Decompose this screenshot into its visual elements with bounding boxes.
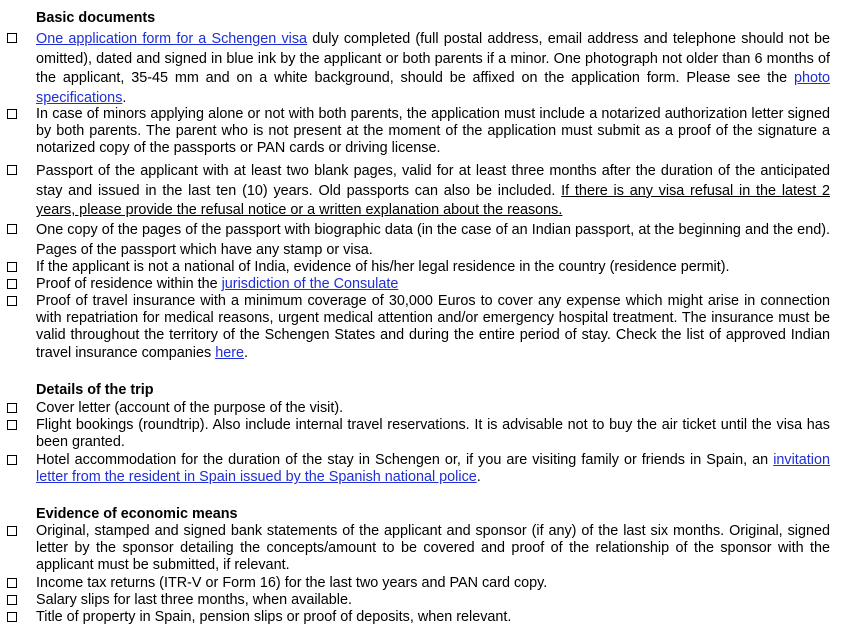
item-text: Income tax returns (ITR-V or Form 16) for the last two years and PAN card copy. xyxy=(36,575,548,591)
item-text: Original, stamped and signed bank statements of the applicant and sponsor (if any) of the last six months. Original, signed letter by the sponsor detailing the concepts/amount to be covered and proof of the relationship of the sponsor with the applicant must be submitted, if relevant. xyxy=(36,523,830,574)
checkbox[interactable] xyxy=(7,224,17,234)
item-text: Proof of travel insurance with a minimum coverage of 30,000 Euros to cover any expense which might arise in connection with repatriation for medical reasons, urgent medical attention and/or emergency hospital treatment. The insurance must be valid throughout the territory of the Schengen States and during the entire period of stay. Check the list of approved Indian travel insurance companies here. xyxy=(36,293,830,361)
checkbox[interactable] xyxy=(7,109,17,119)
visa-refusal-note: If there is any visa refusal in the latest 2 years, please provide the refusal notice or a written explanation about the reasons. xyxy=(36,182,830,218)
section-title-basic-documents: Basic documents xyxy=(36,10,156,26)
section-title-details-of-trip: Details of the trip xyxy=(36,382,154,398)
checkbox[interactable] xyxy=(7,33,17,43)
item-text: One application form for a Schengen visa duly completed (full postal address, email address and telephone should not be omitted), dated and signed in blue ink by the applicant or both parents if a minor. One photograph not older than 6 months of the applicant, 35-45 mm and on a white background, should be affixed on the application form. Please see the photo specifications. xyxy=(36,31,830,106)
item-text: In case of minors applying alone or not with both parents, the application must include a notarized authorization letter signed by both parents. The parent who is not present at the moment of the application must submit as a proof of the signature a notarized copy of the passports or PAN cards or driving license. xyxy=(36,106,830,157)
consulate-jurisdiction-link[interactable]: jurisdiction of the Consulate xyxy=(221,276,399,292)
photo-specifications-link[interactable]: photo specifications xyxy=(36,70,830,106)
invitation-letter-link[interactable]: invitation letter from the resident in Spain issued by the Spanish national police xyxy=(36,452,830,486)
item-text: One copy of the pages of the passport with biographic data (in the case of an Indian passport, at the beginning and the end). Pages of the passport which have any stamp or visa. xyxy=(36,222,830,258)
item-text: Title of property in Spain, pension slips or proof of deposits, when relevant. xyxy=(36,609,512,625)
checkbox[interactable] xyxy=(7,262,17,272)
checkbox[interactable] xyxy=(7,279,17,289)
item-text: Flight bookings (roundtrip). Also include internal travel reservations. It is advisable not to buy the air ticket until the visa has been granted. xyxy=(36,417,830,451)
section-title-economic-means: Evidence of economic means xyxy=(36,506,238,522)
checkbox[interactable] xyxy=(7,612,17,622)
insurance-companies-link[interactable]: here xyxy=(215,344,244,361)
checkbox[interactable] xyxy=(7,165,17,175)
item-text: Salary slips for last three months, when available. xyxy=(36,592,352,608)
checkbox[interactable] xyxy=(7,578,17,588)
checkbox[interactable] xyxy=(7,526,17,536)
item-text: Cover letter (account of the purpose of the visit). xyxy=(36,400,344,416)
item-text: Hotel accommodation for the duration of the stay in Schengen or, if you are visiting family or friends in Spain, an invitation letter from the resident in Spain issued by the Spanish national police. xyxy=(36,452,830,486)
checkbox[interactable] xyxy=(7,403,17,413)
checkbox[interactable] xyxy=(7,420,17,430)
checkbox[interactable] xyxy=(7,595,17,605)
item-text: Passport of the applicant with at least two blank pages, valid for at least three months after the duration of the anticipated stay and issued in the last ten (10) years. Old passports can also be included. If there is any visa refusal in the latest 2 years, please provide the refusal notice or a written explanation about the reasons. xyxy=(36,163,830,218)
item-text: If the applicant is not a national of India, evidence of his/her legal residence in the country (residence permit). xyxy=(36,259,730,275)
item-text: Proof of residence within the jurisdiction of the Consulate xyxy=(36,276,399,292)
checkbox[interactable] xyxy=(7,296,17,306)
checkbox[interactable] xyxy=(7,455,17,465)
application-form-link[interactable]: One application form for a Schengen visa xyxy=(36,31,308,47)
